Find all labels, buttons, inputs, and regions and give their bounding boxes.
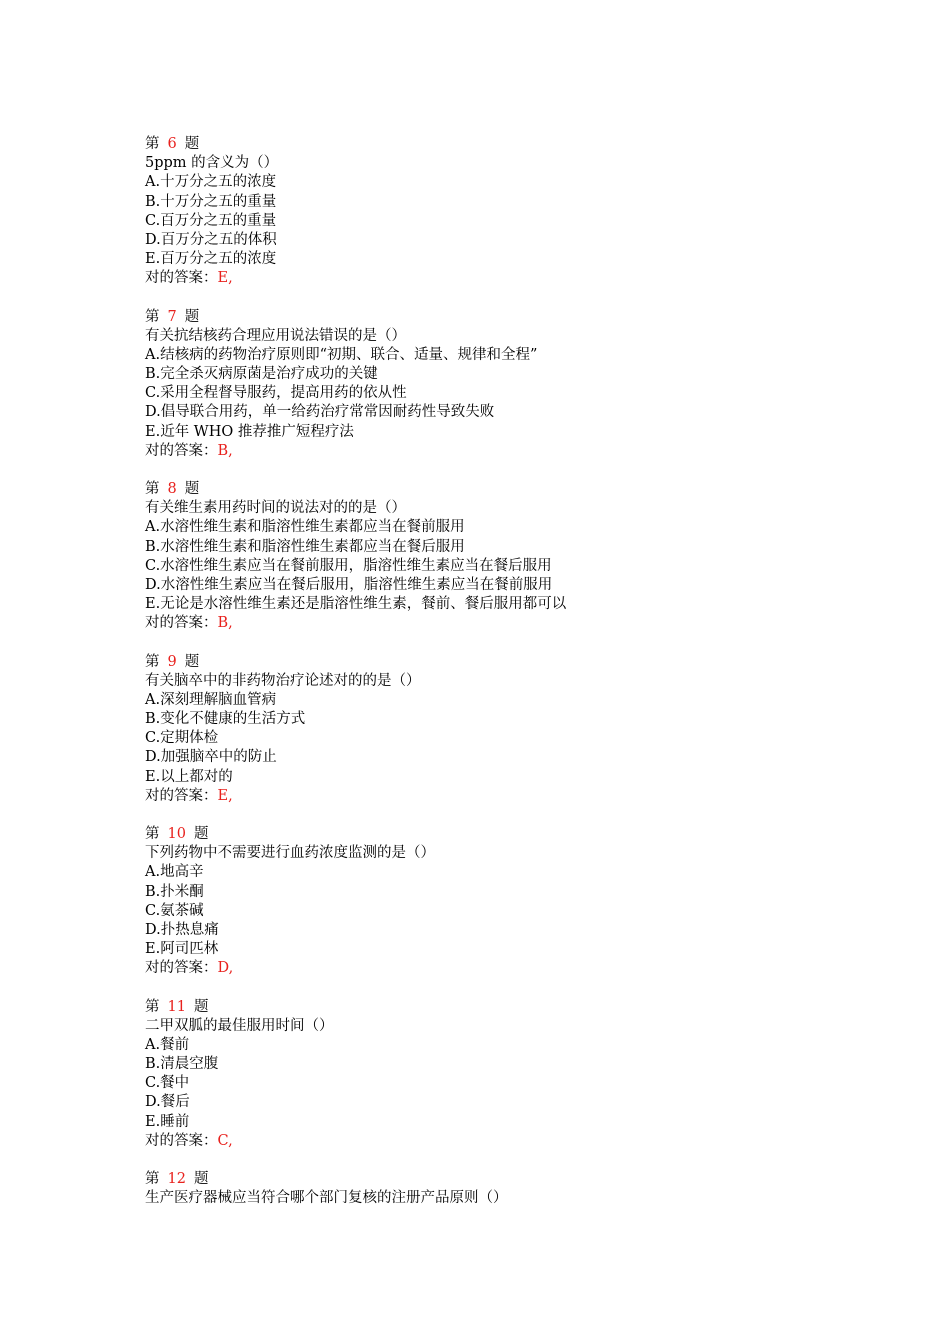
question-suffix: 题 xyxy=(184,653,200,670)
question-stem: 有关抗结核药合理应用说法错误的是（） xyxy=(145,327,406,344)
answer-option: C.定期体检 xyxy=(145,730,219,747)
question-heading xyxy=(145,825,905,844)
question-prefix: 第 xyxy=(145,481,160,497)
answer-option: D.扑热息痛 xyxy=(145,921,219,938)
question-suffix: 题 xyxy=(184,308,200,325)
answer-option: D.水溶性维生素应当在餐后服用，脂溶性维生素应当在餐前服用 xyxy=(145,576,553,593)
correct-answer-line xyxy=(145,442,905,461)
question-prefix: 第 xyxy=(145,136,160,152)
answer-option: B.变化不健康的生活方式 xyxy=(145,711,306,728)
correct-answer-line xyxy=(145,614,905,633)
question-stem: 有关脑卒中的非药物治疗论述对的的是（） xyxy=(145,672,421,689)
question-number: 7 xyxy=(167,308,177,325)
answer-option: D.餐后 xyxy=(145,1094,190,1111)
question-suffix: 题 xyxy=(193,1171,209,1187)
question-block xyxy=(145,308,905,462)
question-block xyxy=(145,480,905,634)
answer-option: A.结核病的药物治疗原则即“初期、联合、适量、规律和全程” xyxy=(145,346,538,363)
question-suffix: 题 xyxy=(184,481,200,497)
question-stem: 下列药物中不需要进行血药浓度监测的是（） xyxy=(145,845,435,862)
answer-option: E.以上都对的 xyxy=(145,768,233,785)
answer-option: E.无论是水溶性维生素还是脂溶性维生素，餐前、餐后服用都可以 xyxy=(145,596,567,613)
answer-label: 对的答案： xyxy=(145,615,218,632)
question-block xyxy=(145,1170,905,1208)
answer-option: D.加强脑卒中的防止 xyxy=(145,749,277,766)
answer-option: E.百万分之五的浓度 xyxy=(145,251,277,268)
answer-option: A.餐前 xyxy=(145,1036,190,1053)
answer-label: 对的答案： xyxy=(145,787,218,804)
answer-option: D.百万分之五的体积 xyxy=(145,231,277,248)
answer-label: 对的答案： xyxy=(145,1132,218,1149)
correct-answer-line xyxy=(145,787,905,806)
answer-option: E.近年 WHO 推荐推广短程疗法 xyxy=(145,423,354,440)
answer-value: B, xyxy=(217,615,233,632)
question-heading xyxy=(145,480,905,499)
question-number: 9 xyxy=(167,653,177,670)
answer-option: C.氨茶碱 xyxy=(145,902,204,919)
document-body xyxy=(145,135,905,1227)
question-heading xyxy=(145,998,905,1017)
answer-option: C.百万分之五的重量 xyxy=(145,212,277,229)
question-stem: 二甲双胍的最佳服用时间（） xyxy=(145,1017,334,1034)
correct-answer-line xyxy=(145,959,905,978)
answer-option: B.水溶性维生素和脂溶性维生素都应当在餐后服用 xyxy=(145,538,465,555)
question-heading xyxy=(145,308,905,327)
question-stem: 生产医疗器械应当符合哪个部门复核的注册产品原则（） xyxy=(145,1190,508,1207)
answer-option: A.地高辛 xyxy=(145,864,204,881)
answer-option: A.水溶性维生素和脂溶性维生素都应当在餐前服用 xyxy=(145,519,465,536)
answer-option: B.完全杀灭病原菌是治疗成功的关键 xyxy=(145,366,378,383)
question-block xyxy=(145,653,905,807)
question-suffix: 题 xyxy=(193,998,209,1015)
answer-option: E.阿司匹林 xyxy=(145,941,219,958)
question-stem: 5ppm 的含义为（） xyxy=(145,155,279,172)
answer-label: 对的答案： xyxy=(145,270,218,287)
answer-option: B.清晨空腹 xyxy=(145,1056,219,1073)
answer-option: C.水溶性维生素应当在餐前服用，脂溶性维生素应当在餐后服用 xyxy=(145,557,552,574)
question-number: 12 xyxy=(167,1171,186,1187)
question-suffix: 题 xyxy=(193,826,209,842)
question-block xyxy=(145,825,905,979)
answer-option: E.睡前 xyxy=(145,1113,190,1130)
question-prefix: 第 xyxy=(145,1171,160,1187)
question-heading xyxy=(145,135,905,154)
question-prefix: 第 xyxy=(145,308,160,325)
answer-value: B, xyxy=(217,442,233,459)
question-number: 10 xyxy=(167,826,186,842)
correct-answer-line xyxy=(145,269,905,288)
question-prefix: 第 xyxy=(145,998,160,1015)
correct-answer-line xyxy=(145,1132,905,1151)
answer-value: D, xyxy=(217,960,234,977)
question-number: 8 xyxy=(167,481,177,497)
answer-option: C.餐中 xyxy=(145,1075,190,1092)
answer-option: B.扑米酮 xyxy=(145,883,204,900)
answer-option: A.深刻理解脑血管病 xyxy=(145,691,277,708)
answer-option: A.十万分之五的浓度 xyxy=(145,174,277,191)
answer-value: E, xyxy=(217,270,233,287)
answer-value: C, xyxy=(217,1132,233,1149)
question-block xyxy=(145,135,905,289)
question-stem: 有关维生素用药时间的说法对的的是（） xyxy=(145,500,406,517)
answer-value: E, xyxy=(217,787,233,804)
answer-option: B.十万分之五的重量 xyxy=(145,193,277,210)
answer-label: 对的答案： xyxy=(145,960,218,977)
question-heading xyxy=(145,1170,905,1189)
answer-option: C.采用全程督导服药，提高用药的依从性 xyxy=(145,385,407,402)
question-suffix: 题 xyxy=(184,136,200,152)
answer-option: D.倡导联合用药，单一给药治疗常常因耐药性导致失败 xyxy=(145,404,495,421)
question-prefix: 第 xyxy=(145,653,160,670)
question-prefix: 第 xyxy=(145,826,160,842)
answer-label: 对的答案： xyxy=(145,442,218,459)
question-number: 6 xyxy=(167,136,177,152)
question-heading xyxy=(145,653,905,672)
question-number: 11 xyxy=(167,998,186,1015)
question-block xyxy=(145,998,905,1152)
